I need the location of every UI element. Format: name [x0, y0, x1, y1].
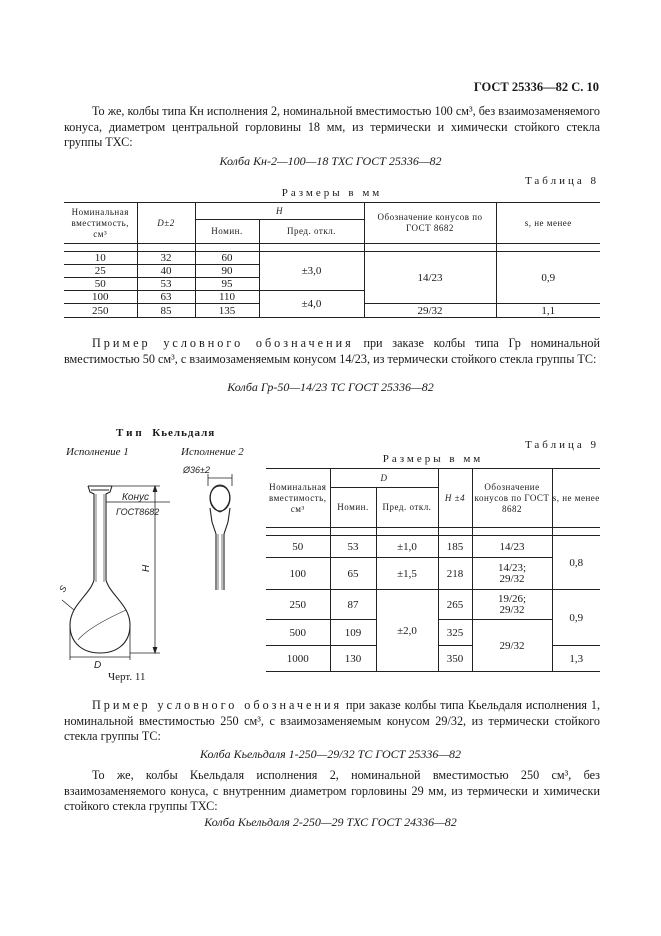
t8-header-d: D±2 [137, 203, 195, 244]
diameter-dimension [70, 625, 130, 660]
table9 [266, 468, 600, 672]
exec2-dia-dimension [208, 474, 232, 486]
t9-h-cell: 218 [438, 558, 472, 590]
t8-h-cell: 110 [195, 291, 259, 304]
t8-d-cell: 63 [137, 291, 195, 304]
kjeldahl-type-heading [116, 427, 215, 439]
t8-volume-cell: 100 [64, 291, 137, 304]
t9-d-cell: 53 [330, 536, 376, 558]
t9-tol-cell: ±2,0 [376, 590, 438, 672]
example-kjeldahl-lead: Пример условного обозначения [92, 698, 343, 712]
t9-h-cell: 265 [438, 590, 472, 620]
t8-header-volume: Номинальная вместимость, см³ [64, 203, 137, 244]
t9-cone-cell: 29/32 [472, 620, 552, 672]
t9-cone-cell [472, 558, 552, 590]
paragraph-kn-type [64, 104, 600, 151]
t8-header-s: s, не менее [496, 203, 600, 244]
t9-cone-part: 29/32 [499, 603, 525, 616]
gost-label: ГОСТ8682 [116, 507, 160, 517]
type-name: Кьельдаля [152, 427, 216, 439]
t8-h-cell: 60 [195, 252, 259, 265]
d-label: D [94, 660, 102, 671]
t8-d-cell: 53 [137, 278, 195, 291]
t8-volume-cell: 250 [64, 304, 137, 318]
example-gr-lead: Пример условного обозначения [92, 336, 354, 350]
designation-kn: Колба Кн-2—100—18 ТХС ГОСТ 25336—82 [219, 154, 442, 168]
type-word: Тип [116, 427, 145, 439]
exec1-label: Исполнение 1 [66, 446, 129, 458]
t9-s-cell: 1,3 [552, 646, 600, 672]
table8-caption: Таблица 8 [524, 175, 599, 187]
t9-header-volume: Номинальная вместимость, см³ [266, 469, 330, 528]
t9-header-d: D [330, 469, 438, 488]
t8-h-cell: 135 [195, 304, 259, 318]
table-row [64, 252, 600, 265]
page-header: ГОСТ 25336—82 С. 10 [473, 80, 599, 94]
t8-header-nom: Номин. [195, 220, 259, 244]
t9-s-cell: 0,9 [552, 590, 600, 646]
example-gr [64, 336, 600, 367]
h-label: H [141, 564, 152, 572]
t9-d-cell: 109 [330, 620, 376, 646]
paragraph-kn-text: То же, колбы типа Кн исполнения 2, номинальной вместимостью 100 см³, без взаимозаменяемого конуса, диаметром центральной горловины 18 мм, из термически и химически стойкого стекла группы ТХС: [64, 104, 600, 149]
t8-d-cell: 85 [137, 304, 195, 318]
flask-exec2-outline [210, 485, 230, 590]
paragraph-kjeldahl-2-text: То же, колбы Кьельдаля исполнения 2, номинальной вместимостью 250 см³, без взаимозаменяемого конуса, с внутренним диаметром горловины 29 мм, из термически и химически стойкого стекла группы ТХС: [64, 768, 600, 813]
t9-header-tol: Пред. откл. [376, 488, 438, 528]
t9-cone-cell: 14/23 [472, 536, 552, 558]
t8-cone-cell: 14/23 [364, 252, 496, 304]
t8-cone-cell: 29/32 [364, 304, 496, 318]
t9-header-h: H ±4 [438, 469, 472, 528]
t8-header-h: H [195, 203, 364, 220]
t8-h-cell: 95 [195, 278, 259, 291]
t9-cone-part: 14/23; [497, 561, 527, 574]
t9-d-cell: 65 [330, 558, 376, 590]
t9-volume-cell: 500 [266, 620, 330, 646]
t9-s-cell: 0,8 [552, 536, 600, 590]
konus-label: Конус [122, 492, 149, 503]
table9-units: Размеры в мм [382, 453, 484, 465]
t8-tol-cell: ±4,0 [259, 291, 364, 318]
t9-tol-cell: ±1,5 [376, 558, 438, 590]
t9-cone-part: 29/32 [499, 572, 525, 585]
table9-caption: Таблица 9 [524, 439, 599, 451]
table-row [266, 558, 600, 590]
example-kjeldahl-text: при заказе колбы типа Кьельдаля исполнения 1, номинальной вместимостью 250 см³, с взаимозаменяемым конусом 29/32, из термически стойкого стекла группы ТС: [64, 698, 600, 743]
t9-volume-cell: 1000 [266, 646, 330, 672]
t9-d-cell: 130 [330, 646, 376, 672]
t9-tol-cell: ±1,0 [376, 536, 438, 558]
designation-kjeldahl-1: Колба Кьельдаля 1-250—29/32 ТС ГОСТ 25336—82 [199, 747, 462, 761]
t8-header-cone: Обозначение конусов по ГОСТ 8682 [364, 203, 496, 244]
t8-s-cell: 0,9 [496, 252, 600, 304]
t8-d-cell: 32 [137, 252, 195, 265]
figure-label: Черт. 11 [108, 671, 146, 683]
table-row [266, 590, 600, 620]
s-label: S [57, 583, 69, 594]
table8 [64, 202, 600, 318]
example-gr-text: при заказе колбы типа Гр номинальной вместимостью 50 см³, с взаимозаменяемым конусом 14/23, из термически стойкого стекла группы ТС: [64, 336, 601, 366]
t8-h-cell: 90 [195, 265, 259, 278]
designation-kjeldahl-2: Колба Кьельдаля 2-250—29 ТХС ГОСТ 24336—82 [204, 815, 457, 829]
designation-gr: Колба Гр-50—14/23 ТС ГОСТ 25336—82 [227, 380, 434, 394]
t9-cone-part: 19/26; [497, 592, 527, 605]
t9-volume-cell: 50 [266, 536, 330, 558]
t9-cone-cell [472, 590, 552, 620]
t9-h-cell: 350 [438, 646, 472, 672]
t9-volume-cell: 100 [266, 558, 330, 590]
t8-volume-cell: 50 [64, 278, 137, 291]
kjeldahl-flask-drawing [57, 460, 265, 675]
t8-volume-cell: 25 [64, 265, 137, 278]
t8-tol-cell: ±3,0 [259, 252, 364, 291]
t9-h-cell: 185 [438, 536, 472, 558]
t9-volume-cell: 250 [266, 590, 330, 620]
t8-d-cell: 40 [137, 265, 195, 278]
t8-volume-cell: 10 [64, 252, 137, 265]
exec2-dia-label: Ø36±2 [183, 465, 210, 475]
example-kjeldahl [64, 698, 600, 745]
table8-units: Размеры в мм [281, 187, 383, 199]
t9-header-cone: Обозначение конусов по ГОСТ 8682 [472, 469, 552, 528]
t9-d-cell: 87 [330, 590, 376, 620]
t8-header-tol: Пред. откл. [259, 220, 364, 244]
paragraph-kjeldahl-2 [64, 768, 600, 815]
t9-header-nom: Номин. [330, 488, 376, 528]
t9-h-cell: 325 [438, 620, 472, 646]
s-leader [62, 600, 74, 610]
exec2-label: Исполнение 2 [181, 446, 244, 458]
table-row [266, 536, 600, 558]
t9-header-s: s, не менее [552, 469, 600, 528]
t8-s-cell: 1,1 [496, 304, 600, 318]
